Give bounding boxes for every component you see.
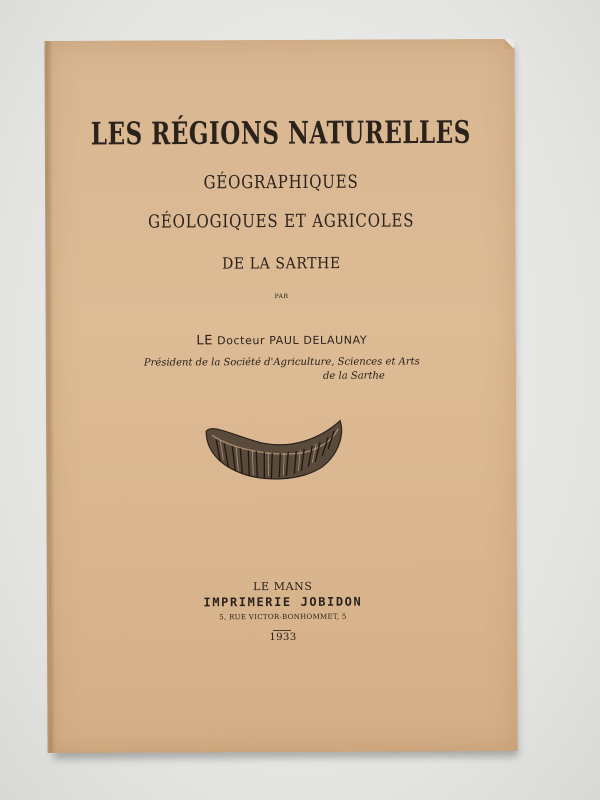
author-prefix: LE [196,333,214,349]
booklet-cover [44,39,517,753]
author-name: Docteur PAUL DELAUNAY [217,333,368,348]
cover-title: LES RÉGIONS NATURELLES [90,114,471,153]
corner-fold [504,39,514,49]
fossil-tooth-engraving-icon [202,413,346,486]
author-line [48,332,516,349]
printer-address: 5, RUE VICTOR-BONHOMMET, 5 [219,612,347,622]
cover-subtitle-geographiques: GÉOGRAPHIQUES [203,170,359,194]
year-separator [273,630,291,631]
cover-subtitle-geologiques: GÉOLOGIQUES ET AGRICOLES [148,209,415,233]
by-label: PAR [274,292,289,301]
author-role-line-2: de la Sarthe [322,370,385,382]
printer-name: IMPRIMERIE JOBIDON [203,594,363,610]
cover-subtitle-sarthe: DE LA SARTHE [222,254,341,274]
publication-year: 1933 [269,631,297,644]
publication-city: LE MANS [253,579,313,594]
author-role-line-1: Président de la Société d'Agriculture, Sciences et Arts [143,356,420,369]
